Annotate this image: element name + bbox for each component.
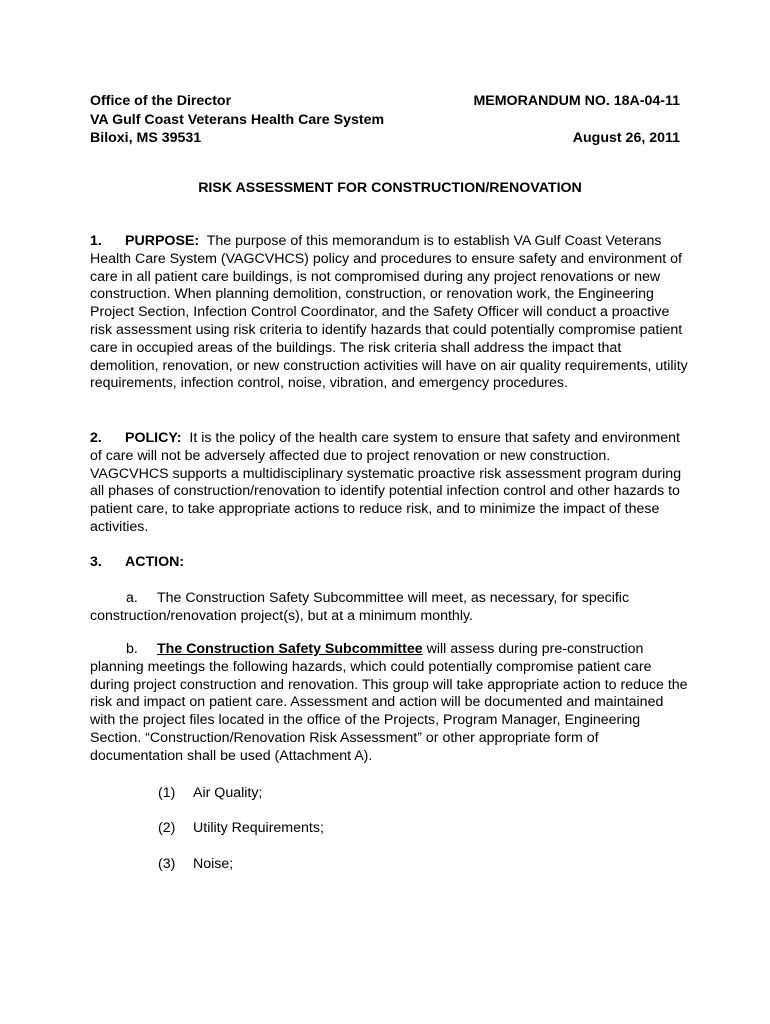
action-a-text: The Construction Safety Subcommittee will meet, as necessary, for specific construction/renovation project(s), but at a minimum monthly. [90, 590, 630, 624]
policy-section [90, 430, 690, 537]
hazard-text: Noise; [193, 856, 234, 872]
policy-number: 2. [90, 430, 102, 446]
header-row-3 [90, 129, 680, 148]
subcommittee-emphasis: The Construction Safety Subcommittee [157, 641, 423, 657]
action-number: 3. [90, 554, 102, 570]
memo-date: August 26, 2011 [572, 130, 680, 146]
memo-title: RISK ASSESSMENT FOR CONSTRUCTION/RENOVATION [198, 180, 582, 196]
action-item-b [90, 641, 690, 766]
hazard-number: (1) [158, 785, 176, 801]
action-b-text: will assess during pre-construction planning meetings the following hazards, which could potentially compromise patient care during project construction and renovation. This group will take appropriate action to reduce the risk and impact on patient care. Assessment and action will be documented and maintained with the project files located in the office of the Projects, Program Manager, Engineering Section. “Construction/Renovation Risk Assessment” or other appropriate form of documentation shall be used (Attachment A). [90, 641, 688, 764]
policy-text: It is the policy of the health care system to ensure that safety and environment of care will not be adversely affected due to project renovation or new construction. VAGCVHCS supports a multidisciplinary systematic proactive risk assessment program during all phases of construction/renovation to identify potential infection control and other hazards to patient care, to take appropriate actions to reduce risk, and to minimize the impact of these activities. [90, 430, 682, 535]
purpose-heading: PURPOSE: [125, 233, 200, 249]
header-row-1 [90, 92, 680, 111]
hazard-list-item [158, 856, 233, 874]
memo-number: MEMORANDUM NO. 18A-04-11 [473, 93, 680, 109]
hazard-text: Utility Requirements; [193, 820, 324, 836]
memo-header [90, 92, 680, 148]
purpose-section [90, 233, 690, 393]
hazard-text: Air Quality; [193, 785, 263, 801]
hazard-list-item [158, 785, 262, 803]
office-name: Office of the Director [90, 93, 232, 109]
header-row-2 [90, 111, 680, 130]
hazard-number: (2) [158, 820, 176, 836]
purpose-text: The purpose of this memorandum is to establish VA Gulf Coast Veterans Health Care System (VAGCVHCS) policy and procedures to ensure safety and environment of care in all patient care buildings, is not compromised during any project renovations or new construction. When planning demolition, construction, or renovation work, the Engineering Project Section, Infection Control Coordinator, and the Safety Officer will conduct a proactive risk assessment using risk criteria to identify hazards that could potentially compromise patient care in occupied areas of the buildings. The risk criteria shall address the impact that demolition, renovation, or new construction activities will have on air quality requirements, utility requirements, infection control, noise, vibration, and emergency procedures. [90, 233, 688, 392]
action-heading: ACTION: [125, 554, 185, 570]
policy-heading: POLICY: [125, 430, 182, 446]
action-item-a [90, 590, 690, 626]
address: Biloxi, MS 39531 [90, 130, 202, 146]
action-b-letter: b. [126, 641, 138, 657]
action-a-letter: a. [126, 590, 138, 606]
system-name: VA Gulf Coast Veterans Health Care System [90, 111, 385, 128]
purpose-number: 1. [90, 233, 102, 249]
hazard-number: (3) [158, 856, 176, 872]
action-section [90, 554, 690, 572]
hazard-list-item [158, 820, 324, 838]
